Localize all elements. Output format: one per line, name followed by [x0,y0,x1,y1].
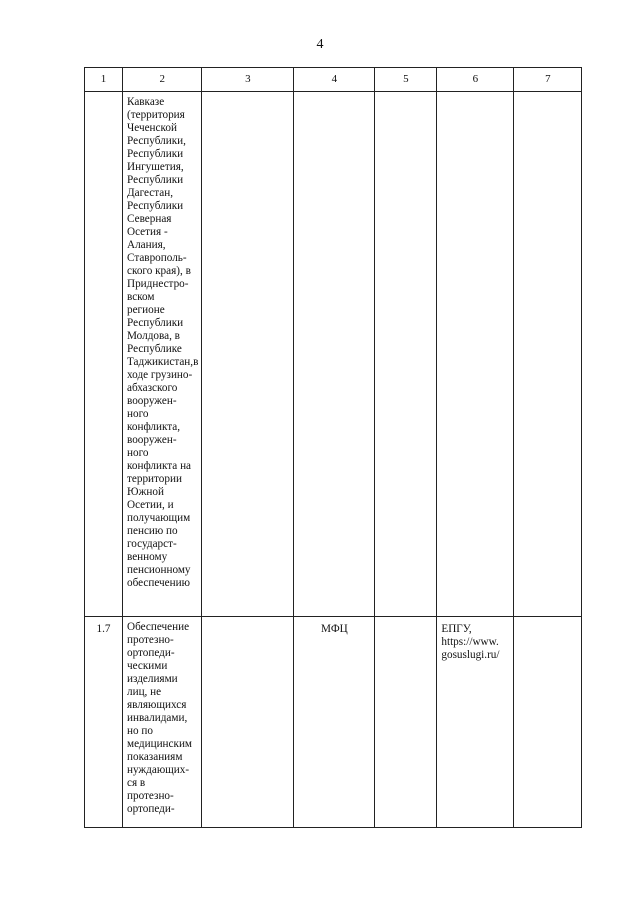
column-header-6: 6 [437,68,514,92]
table-row [85,617,582,828]
cell-col3 [202,92,294,617]
cell-service-name: Обеспечение протезно- ортопеди- ческими изделиями лиц, не являющихся инвалидами, но по медицинским показаниям нуждающих- ся в протезно- ортопеди- [123,617,202,828]
column-header-3: 3 [202,68,294,92]
services-table [84,67,582,828]
column-header-5: 5 [375,68,437,92]
cell-number: 1.7 [85,617,123,828]
table-row [85,92,582,617]
table-header-row [85,68,582,92]
column-header-4: 4 [294,68,375,92]
column-header-1: 1 [85,68,123,92]
cell-col6 [437,92,514,617]
column-header-7: 7 [514,68,582,92]
page-number: 4 [316,37,324,52]
cell-number [85,92,123,617]
cell-col5 [375,617,437,828]
cell-portal-link: ЕПГУ, https://www. gosuslugi.ru/ [437,617,514,828]
cell-col4 [294,92,375,617]
cell-col3 [202,617,294,828]
cell-service-name: Кавказе (территория Чеченской Республики, Республики Ингушетия, Республики Дагестан, Республики Северная Осетия - Алания, Ставрополь- ского края), в Приднестро- вском регионе Республики Молдова, в Республике Таджикистан,в ходе грузино- абхазского вооружен- ного конфликта, вооружен- ного конфликта на территории Южной Осетии, и получающим пенсию по государст- венному пенсионному обеспечению [123,92,202,617]
cell-col7 [514,617,582,828]
cell-col7 [514,92,582,617]
cell-col5 [375,92,437,617]
cell-provider: МФЦ [294,617,375,828]
column-header-2: 2 [123,68,202,92]
